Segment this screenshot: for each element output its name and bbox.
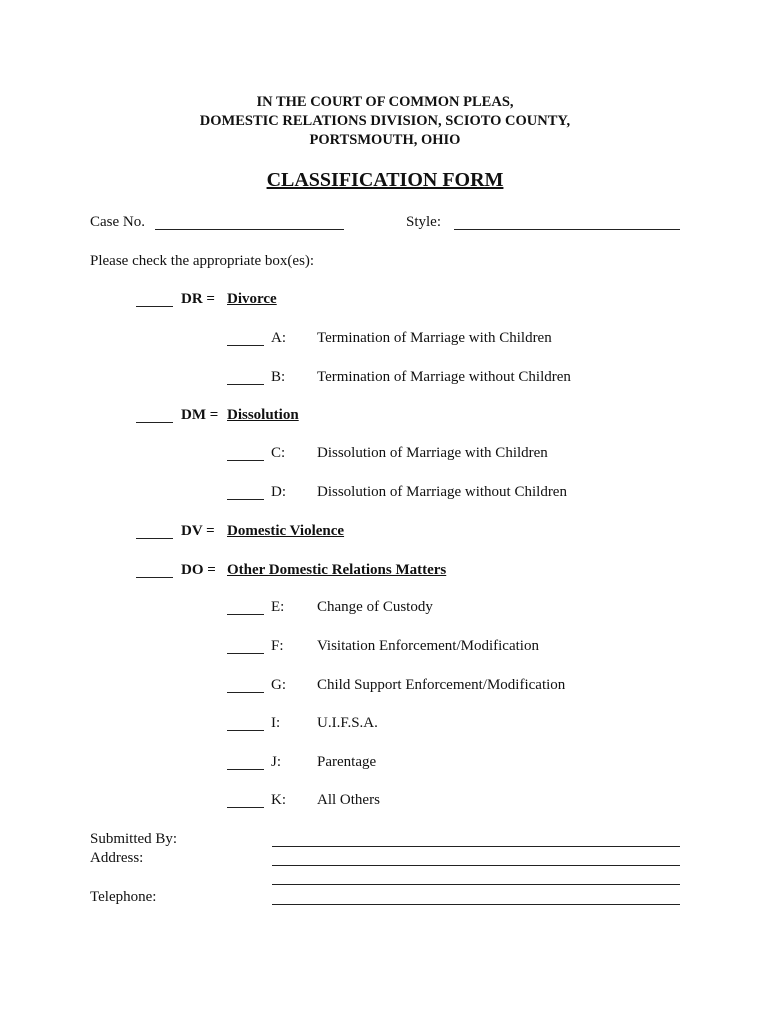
checkbox-k[interactable]: [227, 807, 264, 808]
option-text-j: Parentage: [317, 754, 377, 770]
checkbox-j[interactable]: [227, 769, 264, 770]
case-number-field[interactable]: [155, 229, 344, 230]
address-label: Address:: [90, 850, 144, 866]
checkbox-dr[interactable]: [136, 306, 173, 307]
checkbox-dv[interactable]: [136, 538, 173, 539]
option-text-k: All Others: [317, 792, 380, 808]
court-location: PORTSMOUTH, OHIO: [309, 132, 461, 148]
option-letter-j: J:: [271, 754, 282, 770]
option-letter-d: D:: [271, 484, 286, 500]
option-text-f: Visitation Enforcement/Modification: [317, 638, 539, 654]
category-name-dv: Domestic Violence: [227, 523, 345, 539]
checkbox-f[interactable]: [227, 653, 264, 654]
telephone-label: Telephone:: [90, 889, 157, 905]
submitted-by-label: Submitted By:: [90, 831, 178, 847]
option-text-e: Change of Custody: [317, 599, 433, 615]
court-name: IN THE COURT OF COMMON PLEAS,: [256, 94, 514, 110]
option-letter-c: C:: [271, 445, 286, 461]
checkbox-d[interactable]: [227, 499, 264, 500]
style-field[interactable]: [454, 229, 680, 230]
checkbox-e[interactable]: [227, 614, 264, 615]
category-name-dr: Divorce: [227, 291, 277, 307]
case-number-label: Case No.: [90, 214, 145, 230]
option-letter-i: I:: [271, 715, 281, 731]
option-text-a: Termination of Marriage with Children: [317, 330, 552, 346]
option-letter-a: A:: [271, 330, 286, 346]
checkbox-do[interactable]: [136, 577, 173, 578]
option-letter-k: K:: [271, 792, 286, 808]
address-field-line-1[interactable]: [272, 865, 680, 866]
instruction-text: Please check the appropriate box(es):: [90, 253, 315, 269]
option-letter-g: G:: [271, 677, 286, 693]
category-name-dm: Dissolution: [227, 407, 299, 423]
checkbox-i[interactable]: [227, 730, 264, 731]
option-text-i: U.I.F.S.A.: [317, 715, 378, 731]
category-code-do: DO =: [181, 562, 216, 578]
form-title: CLASSIFICATION FORM: [266, 169, 504, 191]
category-name-do: Other Domestic Relations Matters: [227, 562, 447, 578]
checkbox-b[interactable]: [227, 384, 264, 385]
checkbox-c[interactable]: [227, 460, 264, 461]
submitted-by-field[interactable]: [272, 846, 680, 847]
category-code-dr: DR =: [181, 291, 215, 307]
option-letter-f: F:: [271, 638, 284, 654]
address-field-line-2[interactable]: [272, 884, 680, 885]
division-name: DOMESTIC RELATIONS DIVISION, SCIOTO COUNTY,: [199, 113, 571, 129]
option-text-d: Dissolution of Marriage without Children: [317, 484, 567, 500]
checkbox-dm[interactable]: [136, 422, 173, 423]
option-letter-e: E:: [271, 599, 285, 615]
category-code-dm: DM =: [181, 407, 219, 423]
style-label: Style:: [406, 214, 442, 230]
checkbox-g[interactable]: [227, 692, 264, 693]
option-text-b: Termination of Marriage without Children: [317, 369, 571, 385]
option-text-c: Dissolution of Marriage with Children: [317, 445, 548, 461]
option-text-g: Child Support Enforcement/Modification: [317, 677, 566, 693]
option-letter-b: B:: [271, 369, 286, 385]
checkbox-a[interactable]: [227, 345, 264, 346]
category-code-dv: DV =: [181, 523, 215, 539]
telephone-field[interactable]: [272, 904, 680, 905]
